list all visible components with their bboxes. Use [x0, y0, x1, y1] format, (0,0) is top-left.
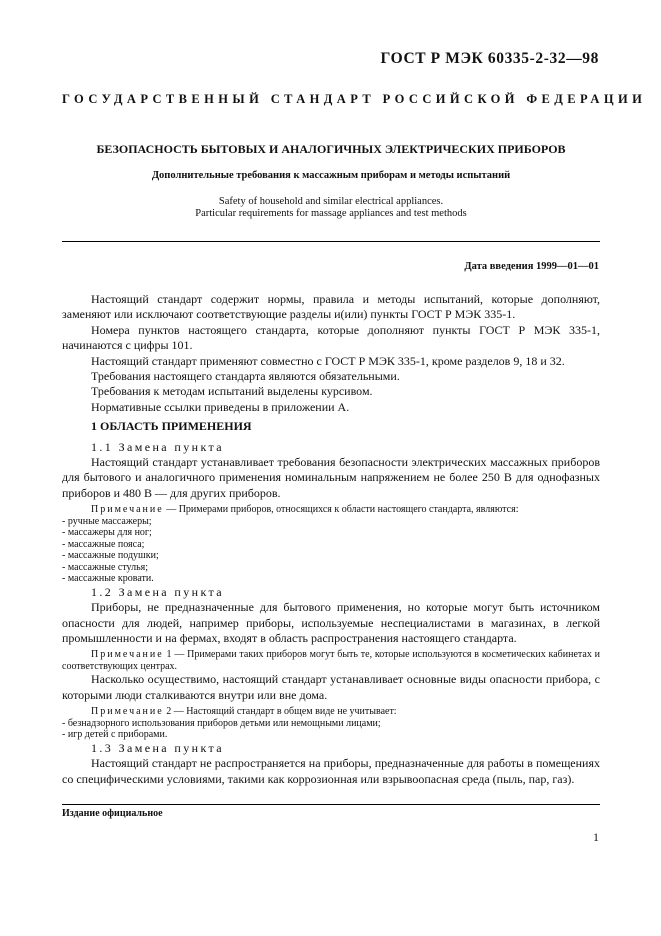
list-item: - массажные пояса; [62, 538, 145, 550]
note-label: Примечание [91, 706, 164, 718]
gost-code: ГОСТ Р МЭК 60335-2-32—98 [380, 50, 599, 67]
english-title-line-2: Particular requirements for massage appliances and test methods [195, 208, 467, 219]
body-text [62, 292, 600, 787]
list-item: - массажные кровати. [62, 573, 154, 585]
intro-paragraph: Требования настоящего стандарта являются обязательными. [91, 369, 400, 384]
list-item: - ручные массажеры; [62, 515, 152, 527]
note-label: Примечание [91, 504, 164, 516]
list-item: - массажеры для ног; [62, 527, 152, 539]
clause-text: Насколько осуществимо, настоящий стандарт устанавливает основные виды опасности приборa, с которыми люди сталкиваются внутри или вне дома. [62, 672, 600, 702]
state-standard-title: ГОСУДАРСТВЕННЫЙ СТАНДАРТ РОССИЙСКОЙ ФЕДЕРАЦИИ [62, 92, 647, 106]
list-item: - массажные стулья; [62, 561, 149, 573]
list-item: - массажные подушки; [62, 550, 159, 562]
clause-text: Настоящий стандарт устанавливает требования безопасности электрических массажных приборов для бытового и аналогичного применения номинальным напряжением не более 250 В для однофазных приборов и 480 В — для других приборов. [62, 455, 600, 500]
note-text: 2 — Настоящий стандарт в общем виде не учитывает: [163, 706, 397, 718]
intro-paragraph: Номера пунктов настоящего стандарта, которые дополняют пункты ГОСТ Р МЭК 335-1, начинаются с цифры 101. [62, 322, 600, 353]
note-label: Примечание [91, 649, 164, 661]
clause-text: Настоящий стандарт не распространяется на приборы, предназначенные для работы в помещениях со специфическими условиями, такими как коррозионная или взрывоопасная среда (пыль, пар, газ). [62, 756, 600, 786]
list-item: - безнадзорного использования приборов детьми или немощными лицами; [62, 717, 381, 729]
intro-paragraph: Нормативные ссылки приведены в приложении А. [91, 399, 350, 414]
clause-text: Приборы, не предназначенные для бытового применения, но которые могут быть источником опасности для людей, например приборы, используемые неспециалистами в магазинах, в легкой промышленности и на фермах, входят в область распространения настоящего стандарта. [62, 600, 600, 645]
top-divider [62, 241, 600, 242]
edition-label: Издание официальное [62, 808, 163, 819]
clause-label: 1.3 Замена пункта [91, 740, 225, 755]
note-text: — Примерами приборов, относящихся к области настоящего стандарта, являются: [163, 504, 519, 516]
date-introduced: Дата введения 1999—01—01 [464, 261, 599, 272]
note [62, 706, 600, 718]
intro-paragraph: Настоящий стандарт применяют совместно с ГОСТ Р МЭК 335-1, кроме разделов 9, 18 и 32. [91, 353, 565, 368]
note-text: 1 — Примерами таких приборов могут быть те, которые используются в косметических кабинетах и соответствующих центрах. [62, 649, 600, 672]
intro-paragraph: Требования к методам испытаний выделены курсивом. [91, 384, 373, 399]
clause-label: 1.1 Замена пункта [91, 439, 225, 454]
list-item: - игр детей с приборами. [62, 729, 168, 741]
clause-label: 1.2 Замена пункта [91, 584, 225, 599]
page-number: 1 [593, 830, 599, 844]
note [62, 649, 600, 672]
intro-paragraph: Настоящий стандарт содержит нормы, правила и методы испытаний, которые дополняют, заменяют или исключают соответствующие разделы и(или) пункты ГОСТ Р МЭК 335-1. [62, 292, 600, 322]
english-title [62, 196, 600, 220]
note [62, 504, 600, 516]
sub-title: Дополнительные требования к массажным приборам и методы испытаний [151, 170, 511, 181]
bottom-divider [62, 804, 600, 805]
main-title: БЕЗОПАСНОСТЬ БЫТОВЫХ И АНАЛОГИЧНЫХ ЭЛЕКТРИЧЕСКИХ ПРИБОРОВ [96, 142, 566, 156]
english-title-line-1: Safety of household and similar electrical appliances. [218, 196, 444, 207]
section-heading: 1 ОБЛАСТЬ ПРИМЕНЕНИЯ [91, 419, 252, 434]
